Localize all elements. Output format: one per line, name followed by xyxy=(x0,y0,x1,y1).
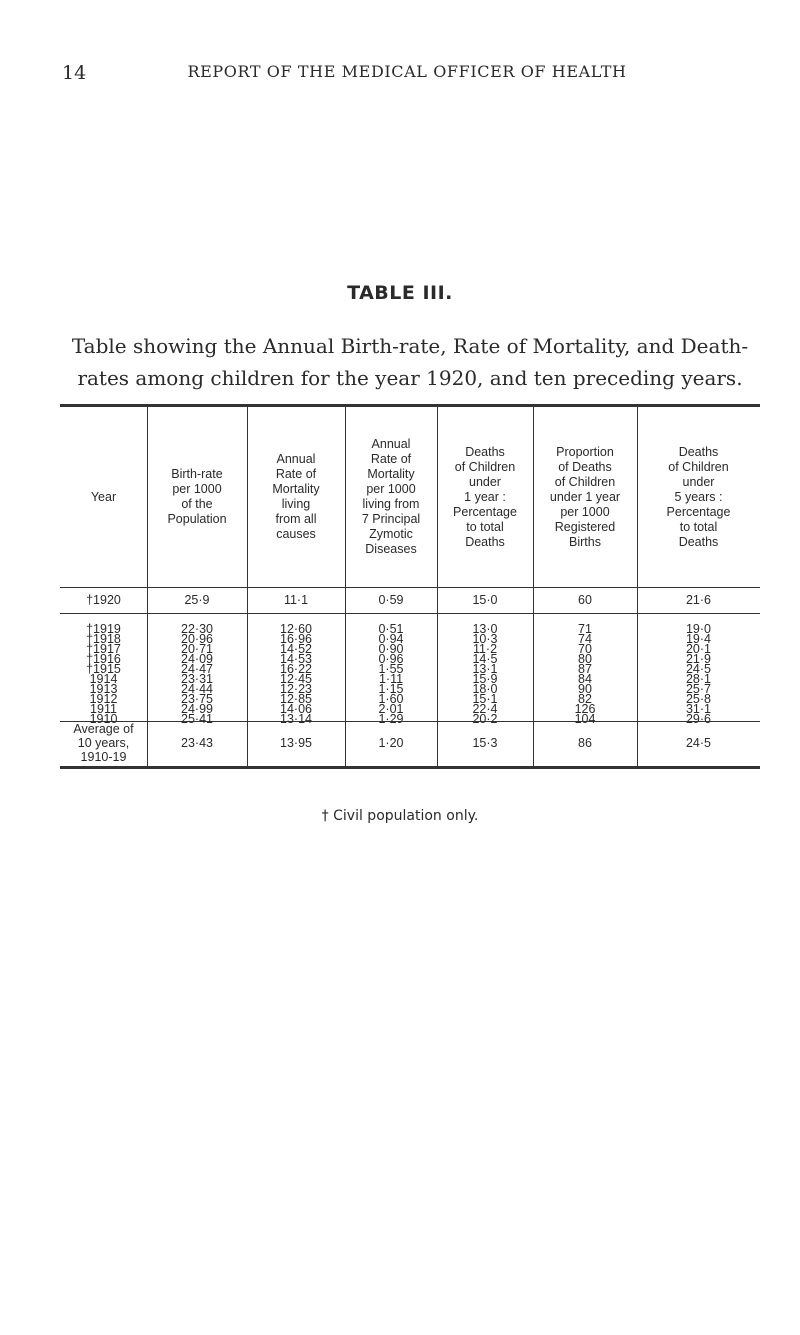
cell-mortality-zymotic: 0·90 xyxy=(378,642,404,656)
cell-birth-rate: 20·96 xyxy=(181,632,213,646)
cell-proportion: 86 xyxy=(578,736,592,750)
cell-birth-rate: 25·41 xyxy=(181,712,213,726)
cell-birth-rate: 20·71 xyxy=(181,642,213,656)
cell-year: †1917 xyxy=(86,642,121,656)
cell-mortality-all: 13·95 xyxy=(280,736,312,750)
cell-year: 1913 xyxy=(89,682,118,696)
cell-birth-rate: 24·44 xyxy=(181,682,213,696)
footnote: † Civil population only. xyxy=(321,808,479,824)
cell-deaths-under-5: 29·6 xyxy=(685,712,712,726)
cell-mortality-all: 12·60 xyxy=(280,622,312,636)
cell-mortality-zymotic: 2·01 xyxy=(378,702,404,716)
cell-proportion: 80 xyxy=(578,652,592,666)
cell-mortality-all: 12·45 xyxy=(280,672,312,686)
cell-proportion: 84 xyxy=(578,672,592,686)
current-year-rule xyxy=(60,613,760,614)
header-birth-rate: Birth-rate per 1000 of the Population xyxy=(167,467,227,526)
cell-deaths-under-5: 24·5 xyxy=(685,662,712,676)
cell-deaths-under-1: 13·1 xyxy=(472,662,498,676)
cell-year: †1919 xyxy=(86,622,121,636)
cell-mortality-all: 12·85 xyxy=(280,692,312,706)
cell-deaths-under-1: 15·3 xyxy=(472,736,498,750)
cell-deaths-under-5: 25·7 xyxy=(685,682,712,696)
cell-mortality-all: 11·1 xyxy=(283,593,309,607)
cell-year: †1916 xyxy=(86,652,121,666)
cell-deaths-under-5: 19·0 xyxy=(685,622,712,636)
cell-birth-rate: 24·47 xyxy=(181,662,213,676)
cell-mortality-all: 14·52 xyxy=(280,642,312,656)
cell-proportion: 71 xyxy=(578,622,592,636)
cell-mortality-zymotic: 0·59 xyxy=(378,593,404,607)
cell-mortality-all: 14·06 xyxy=(280,702,312,716)
header-proportion-deaths-under-1: Proportion of Deaths of Children under 1 year per 1000 Registered Births xyxy=(549,444,621,549)
header-mortality-all-causes: Annual Rate of Mortality living from all causes xyxy=(272,452,320,541)
page-number: 14 xyxy=(62,62,87,84)
header-rule xyxy=(60,587,760,588)
cell-year: 1914 xyxy=(89,672,118,686)
cell-mortality-zymotic: 0·96 xyxy=(378,652,404,666)
cell-proportion: 74 xyxy=(578,632,592,646)
cell-deaths-under-1: 13·0 xyxy=(472,622,498,636)
cell-mortality-zymotic: 0·51 xyxy=(378,622,404,636)
table-caption: Table showing the Annual Birth-rate, Rate of Mortality, and Death-rates among children for the year 1920, and ten preceding years. xyxy=(71,334,749,390)
cell-birth-rate: 23·31 xyxy=(181,672,213,686)
cell-deaths-under-1: 22·4 xyxy=(472,702,498,716)
cell-proportion: 82 xyxy=(578,692,592,706)
header-year: Year xyxy=(90,489,117,504)
cell-proportion: 126 xyxy=(574,702,596,716)
cell-birth-rate: 24·09 xyxy=(181,652,213,666)
cell-deaths-under-5: 28·1 xyxy=(685,672,712,686)
cell-birth-rate: 25·9 xyxy=(184,593,210,607)
cell-mortality-zymotic: 1·60 xyxy=(378,692,404,706)
cell-proportion: 60 xyxy=(578,593,592,607)
cell-deaths-under-1: 18·0 xyxy=(472,682,498,696)
cell-deaths-under-1: 15·0 xyxy=(472,593,498,607)
cell-mortality-zymotic: 1·20 xyxy=(378,736,404,750)
cell-mortality-all: 16·96 xyxy=(280,632,312,646)
cell-deaths-under-1: 11·2 xyxy=(472,642,498,656)
cell-year: 1910 xyxy=(89,712,118,726)
cell-mortality-all: 13·14 xyxy=(280,712,312,726)
cell-deaths-under-5: 20·1 xyxy=(685,642,712,656)
statistics-table xyxy=(60,404,760,769)
cell-proportion: 70 xyxy=(578,642,592,656)
cell-deaths-under-1: 10·3 xyxy=(472,632,498,646)
cell-deaths-under-5: 21·9 xyxy=(685,652,712,666)
cell-average-label: Average of 10 years, 1910-19 xyxy=(73,722,134,764)
table-row-current-year xyxy=(60,589,760,611)
table-row xyxy=(60,708,760,730)
cell-year: †1915 xyxy=(86,662,121,676)
cell-year: 1912 xyxy=(89,692,118,706)
header-mortality-zymotic: Annual Rate of Mortality per 1000 living from 7 Principal Zymotic Diseases xyxy=(361,437,421,556)
cell-birth-rate: 22·30 xyxy=(181,622,213,636)
running-head: REPORT OF THE MEDICAL OFFICER OF HEALTH xyxy=(187,62,627,81)
cell-deaths-under-5: 25·8 xyxy=(685,692,712,706)
cell-year: †1918 xyxy=(86,632,121,646)
cell-deaths-under-5: 31·1 xyxy=(685,702,712,716)
cell-birth-rate: 23·75 xyxy=(181,692,213,706)
cell-deaths-under-5: 24·5 xyxy=(685,736,712,750)
cell-deaths-under-1: 15·1 xyxy=(472,692,498,706)
table-row-average xyxy=(60,732,760,754)
cell-deaths-under-5: 21·6 xyxy=(685,593,712,607)
cell-mortality-zymotic: 1·55 xyxy=(378,662,404,676)
cell-deaths-under-1: 14·5 xyxy=(472,652,498,666)
cell-mortality-all: 14·53 xyxy=(280,652,312,666)
cell-mortality-zymotic: 1·15 xyxy=(378,682,404,696)
cell-deaths-under-5: 19·4 xyxy=(685,632,712,646)
table-title: TABLE III. xyxy=(347,282,453,304)
cell-birth-rate: 23·43 xyxy=(181,736,213,750)
header-deaths-under-1: Deaths of Children under 1 year : Percentage to total Deaths xyxy=(453,444,517,549)
cell-deaths-under-1: 20·2 xyxy=(472,712,498,726)
cell-year: 1911 xyxy=(90,702,117,716)
cell-mortality-zymotic: 1·11 xyxy=(378,672,404,686)
cell-proportion: 90 xyxy=(578,682,592,696)
cell-mortality-zymotic: 0·94 xyxy=(378,632,404,646)
cell-proportion: 87 xyxy=(578,662,592,676)
cell-year: †1920 xyxy=(86,593,121,607)
cell-deaths-under-1: 15·9 xyxy=(472,672,498,686)
cell-mortality-zymotic: 1·29 xyxy=(378,712,404,726)
cell-birth-rate: 24·99 xyxy=(181,702,213,716)
cell-proportion: 104 xyxy=(574,712,596,726)
header-deaths-under-5: Deaths of Children under 5 years : Percentage to total Deaths xyxy=(666,444,731,549)
cell-mortality-all: 12·23 xyxy=(280,682,312,696)
cell-mortality-all: 16·22 xyxy=(280,662,312,676)
